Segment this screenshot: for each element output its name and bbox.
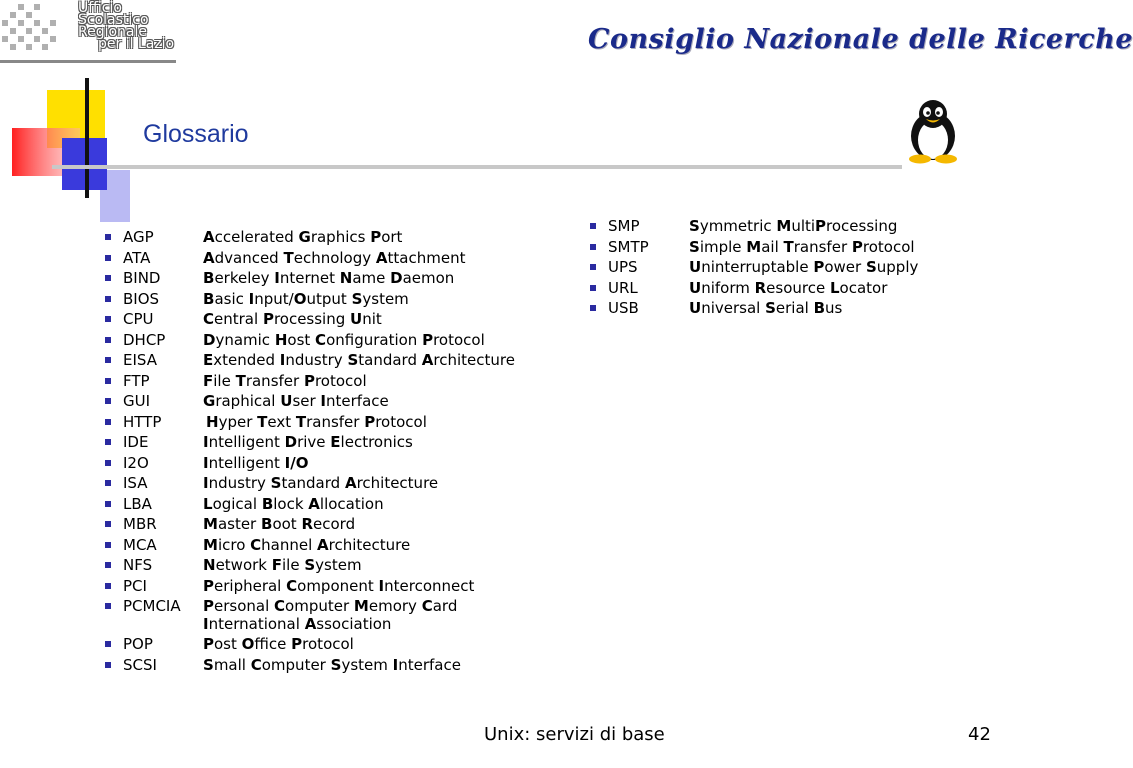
initial-letter: / <box>290 453 296 472</box>
glossary-definition <box>203 597 457 633</box>
bullet-icon <box>105 234 111 240</box>
logo-text-line: Scolastico <box>78 12 149 28</box>
word-rest: etwork <box>215 556 272 574</box>
bullet-icon <box>105 641 111 647</box>
word-rest: entral <box>214 310 263 328</box>
word-rest: raphical <box>215 392 281 410</box>
initial-letter: S <box>689 217 700 235</box>
initial-letter: B <box>203 269 215 287</box>
bullet-icon <box>590 285 596 291</box>
word-rest: tandard <box>358 351 422 369</box>
glossary-definition <box>203 392 389 410</box>
glossary-definition <box>203 577 474 595</box>
bullet-icon <box>105 439 111 445</box>
glossary-abbreviation: I2O <box>123 453 149 472</box>
word-rest: rotocol <box>314 371 367 390</box>
glossary-abbreviation: URL <box>608 278 638 297</box>
word-rest: mall <box>213 655 251 674</box>
word-rest: ntelligent <box>208 433 285 451</box>
word-rest: emory <box>368 597 422 615</box>
glossary-definition <box>689 238 915 256</box>
word-rest: yper <box>218 412 258 431</box>
bullet-icon <box>105 501 111 507</box>
initial-letter: T <box>783 237 794 256</box>
initial-letter: P <box>813 258 825 276</box>
glossary-definition <box>203 310 382 328</box>
word-rest: lock <box>273 494 309 513</box>
initial-letter: R <box>301 515 314 533</box>
word-rest: hannel <box>261 535 318 554</box>
glossary-abbreviation: MBR <box>123 515 157 533</box>
initial-letter: M <box>353 597 369 615</box>
page-title: Glossario <box>143 120 249 148</box>
initial-letter: B <box>261 515 273 533</box>
initial-letter: G <box>298 228 311 246</box>
word-rest: dvanced <box>214 248 284 267</box>
word-rest: ard <box>432 597 458 615</box>
initial-letter: I <box>392 655 399 674</box>
word-rest: echnology <box>293 248 376 267</box>
initial-letter: N <box>339 269 353 287</box>
word-rest: niversal <box>701 299 766 317</box>
initial-letter: E <box>203 351 214 369</box>
bullet-icon <box>590 264 596 270</box>
glossary-abbreviation: SCSI <box>123 655 157 674</box>
glossary-abbreviation: ISA <box>123 474 148 492</box>
glossary-definition <box>203 656 461 674</box>
initial-letter: P <box>303 371 315 390</box>
initial-letter: F <box>271 556 282 574</box>
word-rest: tandard <box>281 474 345 492</box>
glossary-abbreviation: LBA <box>123 494 152 513</box>
word-rest: rotocol <box>433 330 485 349</box>
title-divider <box>52 165 902 169</box>
word-rest: ystem <box>362 289 409 308</box>
glossary-abbreviation: FTP <box>123 371 150 390</box>
word-rest: ext <box>267 412 296 431</box>
glossary-abbreviation: SMTP <box>608 237 649 256</box>
bullet-icon <box>105 603 111 609</box>
word-rest: ecord <box>313 515 356 533</box>
word-rest: rocessing <box>273 310 351 328</box>
initial-letter: I <box>320 392 327 410</box>
footer-title: Unix: servizi di base <box>484 724 665 745</box>
initial-letter: I <box>279 351 286 369</box>
initial-letter: H <box>274 330 288 349</box>
glossary-definition <box>203 635 354 653</box>
initial-letter: I <box>274 269 280 287</box>
initial-letter: D <box>203 330 216 349</box>
word-rest: icro <box>217 535 251 554</box>
glossary-abbreviation: SMP <box>608 217 640 235</box>
initial-letter: N <box>203 556 216 574</box>
initial-letter: M <box>203 535 218 554</box>
initial-letter: S <box>203 655 214 674</box>
word-rest: ntelligent <box>208 453 285 472</box>
glossary-abbreviation: IDE <box>123 433 149 451</box>
bullet-icon <box>590 223 596 229</box>
word-rest: xtended <box>213 351 280 369</box>
logo-text-line: Ufficio <box>78 0 122 16</box>
word-rest: ile <box>282 556 305 574</box>
initial-letter: I <box>284 453 291 472</box>
logo-text-line: per il Lazio <box>98 36 175 52</box>
initial-letter: A <box>421 351 434 369</box>
bullet-icon <box>590 305 596 311</box>
glossary-definition <box>689 217 897 235</box>
initial-letter: P <box>203 635 214 653</box>
initial-letter: B <box>813 299 826 317</box>
page-number: 42 <box>968 724 991 745</box>
word-rest: ersonal <box>214 597 275 615</box>
initial-letter: A <box>375 248 388 267</box>
initial-letter: I <box>203 615 209 633</box>
word-rest: us <box>825 299 843 317</box>
initial-letter: C <box>421 597 433 615</box>
initial-letter: E <box>330 433 341 451</box>
word-rest: utput <box>306 289 352 308</box>
word-rest: ogical <box>212 494 262 513</box>
word-rest: eripheral <box>214 576 287 595</box>
word-rest: ame <box>352 269 391 287</box>
word-rest: ndustry <box>285 351 348 369</box>
word-rest: ttachment <box>387 248 466 267</box>
initial-letter: F <box>203 371 214 390</box>
word-rest: nternet <box>279 269 340 287</box>
word-rest: ost <box>287 330 316 349</box>
initial-letter: S <box>865 258 877 276</box>
glossary-definition <box>689 299 842 317</box>
word-rest: onfiguration <box>326 330 423 349</box>
word-rest: ulti <box>791 217 816 235</box>
word-rest: imple <box>699 237 747 256</box>
bullet-icon <box>105 316 111 322</box>
logo-text <box>78 2 174 50</box>
glossary-definition <box>203 290 409 308</box>
bullet-icon <box>105 378 111 384</box>
word-rest: aemon <box>402 269 455 287</box>
bullet-icon <box>105 337 111 343</box>
word-rest: ystem <box>341 655 393 674</box>
word-rest: ransfer <box>793 237 852 256</box>
glossary-definition <box>203 372 367 390</box>
word-rest: ssociation <box>316 615 392 633</box>
initial-letter: S <box>330 655 342 674</box>
glossary-definition <box>203 474 438 492</box>
initial-letter: T <box>257 412 268 431</box>
word-rest: nterface <box>326 392 389 410</box>
word-rest: raphics <box>310 228 371 246</box>
bullet-icon <box>105 398 111 404</box>
glossary-definition <box>203 433 413 451</box>
initial-letter: I <box>203 453 209 472</box>
glossary-abbreviation: UPS <box>608 258 638 276</box>
initial-letter: I <box>378 576 385 595</box>
word-rest: ystem <box>315 556 362 574</box>
word-rest: nit <box>362 310 382 328</box>
initial-letter: O <box>293 289 307 308</box>
initial-letter: M <box>203 515 218 533</box>
cnr-logo: Consiglio Nazionale delle Ricerche <box>588 24 1133 55</box>
word-rest: erial <box>775 299 814 317</box>
word-rest: omputer <box>285 597 354 615</box>
word-rest: ccelerated <box>214 228 299 246</box>
initial-letter: L <box>829 278 840 297</box>
word-rest: omponent <box>297 576 379 595</box>
initial-letter: P <box>422 330 434 349</box>
word-rest: nput/ <box>254 289 294 308</box>
word-rest: ninterruptable <box>701 258 814 276</box>
word-rest: nternational <box>208 615 305 633</box>
glossary-definition <box>203 351 515 369</box>
word-rest: rchitecture <box>356 474 439 492</box>
initial-letter: S <box>765 299 776 317</box>
initial-letter: S <box>689 237 700 256</box>
initial-letter: P <box>364 412 376 431</box>
word-rest: erkeley <box>214 269 275 287</box>
initial-letter: P <box>291 635 303 653</box>
initial-letter: P <box>815 217 827 235</box>
tux-penguin-icon <box>902 98 964 164</box>
initial-letter: G <box>203 392 216 410</box>
glossary-abbreviation: EISA <box>123 351 157 369</box>
initial-letter: I <box>203 474 209 492</box>
initial-letter: I <box>203 433 209 451</box>
word-rest: ort <box>381 228 403 246</box>
initial-letter: U <box>350 310 363 328</box>
word-rest: ocator <box>839 278 888 297</box>
word-rest: esource <box>766 278 830 297</box>
word-rest: rotocol <box>862 237 915 256</box>
logo-underline <box>0 60 176 63</box>
word-rest: lectronics <box>340 433 413 451</box>
initial-letter: R <box>754 278 767 297</box>
initial-letter: S <box>351 289 363 308</box>
glossary-abbreviation: NFS <box>123 556 153 574</box>
initial-letter: P <box>851 237 863 256</box>
bullet-icon <box>105 255 111 261</box>
glossary-definition <box>203 536 410 554</box>
word-rest: asic <box>214 289 249 308</box>
glossary-definition <box>203 249 465 267</box>
bullet-icon <box>590 244 596 250</box>
word-rest: ower <box>824 258 866 276</box>
glossary-definition <box>203 515 355 533</box>
initial-letter: O <box>241 635 255 653</box>
bullet-icon <box>105 542 111 548</box>
initial-letter: P <box>203 576 214 595</box>
bullet-icon <box>105 480 111 486</box>
word-rest: nterconnect <box>384 576 475 595</box>
bullet-icon <box>105 583 111 589</box>
word-rest: ransfer <box>245 371 304 390</box>
glossary-abbreviation: DHCP <box>123 330 166 349</box>
word-rest: ynamic <box>215 330 275 349</box>
word-rest: rive <box>297 433 331 451</box>
glossary-abbreviation: PCMCIA <box>123 597 181 615</box>
word-rest: omputer <box>261 655 331 674</box>
initial-letter: D <box>390 269 403 287</box>
initial-letter: I <box>248 289 255 308</box>
word-rest: ile <box>213 371 236 390</box>
glossary-abbreviation: POP <box>123 635 153 653</box>
initial-letter: A <box>308 494 320 513</box>
initial-letter: A <box>203 228 215 246</box>
initial-letter: T <box>283 248 294 267</box>
word-rest: ail <box>761 237 784 256</box>
initial-letter: O <box>295 453 309 472</box>
logo-grid-icon <box>0 0 62 62</box>
glossary-definition <box>203 495 384 513</box>
initial-letter: C <box>250 655 262 674</box>
word-rest: rocessing <box>826 217 898 235</box>
initial-letter: C <box>315 330 327 349</box>
word-rest: nterface <box>398 655 461 674</box>
initial-letter: T <box>235 371 246 390</box>
initial-letter: B <box>261 494 274 513</box>
initial-letter: C <box>203 310 215 328</box>
initial-letter: H <box>206 412 219 431</box>
initial-letter: P <box>370 228 382 246</box>
word-rest: rotocol <box>375 412 427 431</box>
initial-letter: T <box>295 412 307 431</box>
bullet-icon <box>105 296 111 302</box>
bullet-icon <box>105 521 111 527</box>
glossary-abbreviation: BIOS <box>123 289 160 308</box>
word-rest: ndustry <box>208 474 271 492</box>
glossary-abbreviation: PCI <box>123 576 147 595</box>
bullet-icon <box>105 662 111 668</box>
ufficio-scolastico-logo <box>0 0 178 64</box>
initial-letter: M <box>746 237 762 256</box>
initial-letter: M <box>776 217 792 235</box>
glossary-definition <box>689 258 918 276</box>
glossary-abbreviation: ATA <box>123 248 151 267</box>
word-rest: oot <box>272 515 302 533</box>
initial-letter: S <box>304 556 316 574</box>
initial-letter: U <box>689 278 702 297</box>
initial-letter: A <box>203 248 215 267</box>
word-rest: rchitecture <box>328 535 411 554</box>
initial-letter: U <box>280 392 293 410</box>
initial-letter: U <box>689 299 702 317</box>
word-rest: ost <box>214 635 242 653</box>
initial-letter: C <box>286 576 298 595</box>
initial-letter: P <box>262 310 274 328</box>
glossary-abbreviation: GUI <box>123 392 151 410</box>
initial-letter: A <box>304 615 317 633</box>
glossary-abbreviation: MCA <box>123 535 157 554</box>
glossary-abbreviation: HTTP <box>123 412 162 431</box>
word-rest: niform <box>701 278 755 297</box>
word-rest: rotocol <box>302 635 354 653</box>
initial-letter: U <box>689 258 702 276</box>
initial-letter: C <box>274 597 286 615</box>
glossary-abbreviation: BIND <box>123 269 161 287</box>
initial-letter: P <box>203 597 214 615</box>
word-rest: ffice <box>254 635 292 653</box>
word-rest: ransfer <box>306 412 365 431</box>
decorative-squares <box>0 70 140 230</box>
bullet-icon <box>105 562 111 568</box>
word-rest: ser <box>292 392 321 410</box>
initial-letter: B <box>203 289 215 308</box>
initial-letter: A <box>344 474 357 492</box>
word-rest: rchitecture <box>433 351 515 369</box>
glossary-definition <box>689 279 887 297</box>
glossary-definition <box>203 556 362 574</box>
initial-letter: D <box>284 433 298 451</box>
initial-letter: C <box>250 535 262 554</box>
glossary-definition <box>206 413 427 431</box>
logo-text-line: Regionale <box>78 24 148 40</box>
initial-letter: A <box>317 535 329 554</box>
initial-letter: S <box>347 351 359 369</box>
word-rest: upply <box>876 258 919 276</box>
word-rest: llocation <box>319 494 384 513</box>
glossary-abbreviation: CPU <box>123 310 154 328</box>
bullet-icon <box>105 275 111 281</box>
glossary-definition <box>203 331 485 349</box>
bullet-icon <box>105 357 111 363</box>
glossary-abbreviation: USB <box>608 299 639 317</box>
word-rest: ymmetric <box>699 217 777 235</box>
word-rest: aster <box>217 515 261 533</box>
initial-letter: S <box>270 474 282 492</box>
glossary-definition <box>203 228 402 246</box>
bullet-icon <box>105 460 111 466</box>
glossary-definition <box>203 454 308 472</box>
initial-letter: L <box>203 494 213 513</box>
glossary-abbreviation: AGP <box>123 228 154 246</box>
bullet-icon <box>105 419 111 425</box>
glossary-definition <box>203 269 454 287</box>
